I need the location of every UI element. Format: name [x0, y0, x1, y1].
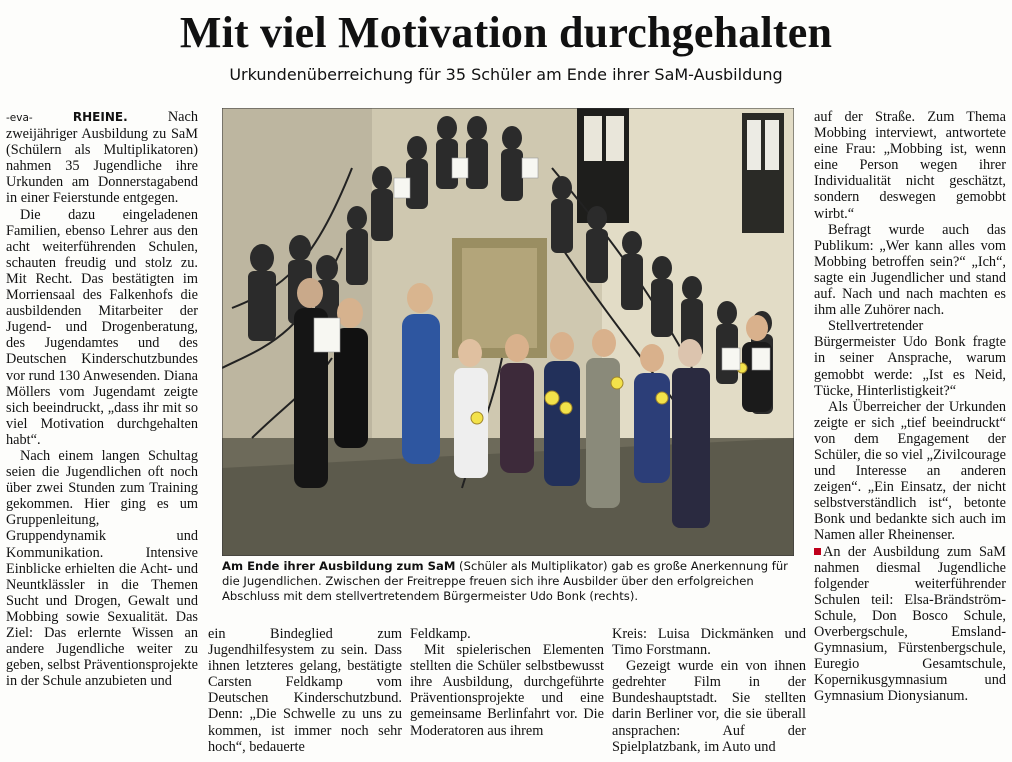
caption-text: (Schüler als Multiplikator) gab es große Anerkennung für die Jugendlichen. Zwischen der Freitreppe freuen sich ihre Ausbilder über den erfolgreichen Abschluss mit dem stellvertretendem Bürgermeister Udo Bonk (rechts). [222, 559, 788, 604]
paragraph: Mit spielerischen Elementen stellten die Schüler selbstbewusst ihre Ausbildung, durchgeführte Präventionsprojekte und eine gemeinsame Berlinfahrt vor. Die Moderatoren aus ihrem [410, 642, 604, 739]
caption-lead: Am Ende ihrer Ausbildung zum SaM [222, 559, 456, 573]
paragraph: Feldkamp. [410, 626, 471, 642]
paragraph [814, 544, 1006, 705]
paragraph: Als Überreicher der Urkunden zeigte er sich „tief beeindruckt“ von dem Engagement der Schüler, die so viel „Zivilcourage und Interesse an anderen zeigen“. „Ein Einsatz, der nicht selbstverständlich ist“, betonte Bonk und bedankte sich auch im Namen aller Rheinenser. [814, 398, 1006, 544]
dateline-location: RHEINE. [72, 110, 128, 124]
paragraph-text: An der Ausbildung zum SaM nahmen diesmal Jugendliche folgender weiterführender Schulen teil: Elsa-Brändström-Schule, Don Bosco Schule, Overbergschule, Emsland-Gymnasium, Fürstenbergschule, Euregio Gesamtschule, Kopernikusgymnasium und Gymnasium Dionysianum. [814, 543, 1006, 705]
text-column-1 [6, 109, 198, 689]
headline: Mit viel Motivation durchgehalten [179, 8, 833, 57]
text-column-2 [208, 626, 402, 755]
paragraph: auf der Straße. Zum Thema Mobbing interviewt, antwortete eine Frau: „Mobbing ist, wenn eine Person wegen ihrer Individualität nicht geschätzt, sondern deswegen gemobbt wirbt.“ [814, 109, 1006, 222]
paragraph: Befragt wurde auch das Publikum: „Wer kann alles vom Mobbing betroffen sein?“ „Ich“, sagte ein Jugendlicher und stand auf. Nach und nach machten es ihm alle Zuhörer nach. [814, 221, 1006, 319]
paragraph: Kreis: Luisa Dickmänken und Timo Forstmann. [612, 626, 806, 659]
paragraph [6, 109, 198, 207]
paragraph-text: Nach zweijähriger Ausbildung zu SaM (Schülern als Multiplikatoren) nahmen 35 Jugendliche ihre Urkunden am Donnerstagabend in einer Feierstunde entgegen. [6, 109, 199, 207]
text-column-5 [814, 109, 1006, 704]
red-square-bullet-icon [814, 548, 821, 555]
photo-illustration [222, 108, 794, 556]
paragraph: Gezeigt wurde ein von ihnen gedrehter Film in der Bundeshauptstadt. Sie stellten darin Berliner vor, die sie überall ansprachen: Auf der Spielplatzbank, im Auto und [612, 658, 806, 755]
photo-caption [222, 559, 794, 605]
paragraph: Die dazu eingeladenen Familien, ebenso Lehrer aus den acht weiterführenden Schulen, schauten freudig und stolz zu. Mit Recht. Das bestätigten im Morriensaal des Falkenhofs die ausbildenden Mitarbeiter der Jugend- und Drogenberatung, des Jugendamtes und des Deutschen Kinderschutzbundes vor rund 130 Anwesenden. Diana Möllers vom Jugendamt zeigte sich beeindruckt, „dass ihr mit so viel Motivation durchgehalten habt“. [6, 206, 198, 448]
author-kicker: -eva- [6, 112, 33, 124]
paragraph: Stellvertretender Bürgermeister Udo Bonk fragte in seiner Ansprache, warum gemobbt werde: „Ist es Neid, Tücke, Hinterlistigkeit?“ [814, 318, 1006, 399]
subheadline: Urkundenüberreichung für 35 Schüler am Ende ihrer SaM-Ausbildung [229, 65, 783, 84]
paragraph: ein Bindeglied zum Jugendhilfesystem zu sein. Dass ihnen letzteres gelang, bestätigte Carsten Feldkamp vom Deutschen Kinderschutzbund. Denn: „Die Schwelle zu uns zu kommen, ist immer noch sehr hoch“, bedauerte [208, 626, 402, 755]
group-photo [222, 108, 794, 556]
text-column-4 [612, 626, 806, 755]
text-column-3 [410, 626, 604, 739]
paragraph: Nach einem langen Schultag seien die Jugendlichen oft noch über zwei Stunden zum Training gekommen. Hier ging es um Gruppenleitung, Gruppendynamik und Kommunikation. Intensive Einblicke erhielten die Acht- und Neuntklässler in die Themen Sucht und Drogen, Gewalt und Mobbing sowie Sexualität. Das Ziel: Das erlernte Wissen an andere Jugendliche weiter zu geben, selbst Präventionsprojekte in der Schule anzubieten und [6, 447, 198, 690]
